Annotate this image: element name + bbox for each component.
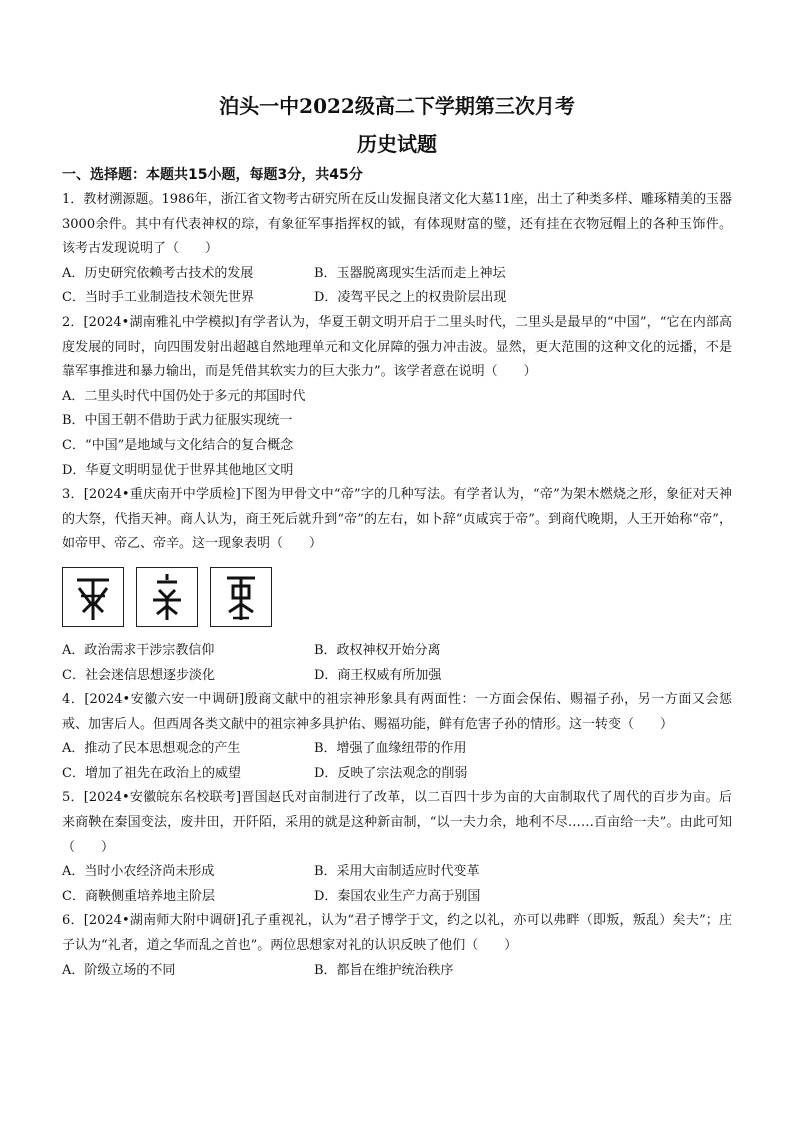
question-3-options-row-1 [62,639,732,664]
exam-title: 泊头一中2022级高二下学期第三次月考 [219,94,575,118]
option-a: A．推动了民本思想观念的产生 [62,741,241,757]
exam-page [62,92,732,983]
option-a: A．当时小农经济尚未形成 [62,864,215,880]
oracle-di-glyph-3 [210,567,272,627]
option-b: B．都旨在维护统治秩序 [314,962,454,978]
option-c: C．当时手工业制造技术领先世界 [62,290,254,306]
option-d: D．反映了宗法观念的削弱 [314,765,468,781]
question-6-options-row-1 [62,959,732,984]
question-1-stem: 1．教材溯源题。1986年，浙江省文物考古研究所在反山发掘良渚文化大墓11座，出土了种类多样、雕琢精美的玉器3000余件。其中有代表神权的琮，有象征军事指挥权的钺，有体现财富的璧，还有挂在衣物冠帽上的各种玉饰件。该考古发现说明了（ ） [62,192,732,257]
question-4-options-row-2 [62,762,732,787]
question-1-options-row-1 [62,262,732,287]
option-d: D．秦国农业生产力高于别国 [314,888,481,904]
question-2-stem: 2．[2024•湖南雅礼中学模拟]有学者认为，华夏王朝文明开启于二里头时代，二里头是最早的“中国”，“它在内部高度发展的同时，向四围发射出超越自然地理单元和文化屏障的强力冲击波。显然，更大范围的这种文化的远播，不是靠军事推进和暴力输出，而是凭借其软实力的巨大张力”。该学者意在说明（ ） [62,314,732,380]
question-5-options-row-1 [62,860,732,885]
option-b: B．中国王朝不借助于武力征服实现统一 [62,413,293,429]
option-c: C．社会迷信思想逐步淡化 [62,667,215,683]
section-heading: 一、选择题：本题共15小题，每题3分，共45分 [62,167,363,183]
option-d: D．商王权威有所加强 [314,667,442,683]
option-a: A．二里头时代中国仍处于多元的邦国时代 [62,388,306,404]
exam-subtitle: 历史试题 [357,132,437,156]
oracle-di-glyph-1 [62,567,124,627]
question-6-stem: 6．[2024•湖南师大附中调研]孔子重视礼，认为“君子博学于文，约之以礼，亦可以弗畔（即叛，叛乱）矣夫”；庄子认为“礼者，道之华而乱之首也”。两位思想家对礼的认识反映了他们（ ） [62,913,732,954]
option-d: D．华夏文明明显优于世界其他地区文明 [62,462,294,478]
option-b: B．采用大亩制适应时代变革 [314,864,480,880]
question-5-stem: 5．[2024•安徽皖东名校联考]晋国赵氏对亩制进行了改革，以二百四十步为亩的大亩制取代了周代的百步为亩。后来商鞅在秦国变法，废井田，开阡陌，采用的就是这种新亩制，“以一夫力余，地利不尽……百亩给一夫”。由此可知（ ） [62,790,732,855]
question-3-options-row-2 [62,664,732,689]
option-d: D．凌驾平民之上的权贵阶层出现 [314,290,507,306]
option-b: B．政权神权开始分离 [314,642,441,658]
option-a: A．政治需求干涉宗教信仰 [62,642,215,658]
question-5-options-row-2 [62,885,732,910]
option-b: B．玉器脱离现实生活而走上神坛 [314,265,506,281]
oracle-di-glyph-2 [136,567,198,627]
option-c: C．增加了祖先在政治上的威望 [62,765,241,781]
option-c: C．商鞅侧重培养地主阶层 [62,888,215,904]
oracle-bone-figure [62,567,732,629]
option-b: B．增强了血缘纽带的作用 [314,741,467,757]
option-a: A．阶级立场的不同 [62,962,176,978]
option-a: A．历史研究依赖考古技术的发展 [62,265,254,281]
question-4-options-row-1 [62,737,732,762]
question-3-stem: 3．[2024•重庆南开中学质检]下图为甲骨文中“帝”字的几种写法。有学者认为，“帝”为架木燃烧之形，象征对天神的大祭，代指天神。商人认为，商王死后就升到“帝”的左右，如卜辞“贞咸宾于帝”。到商代晚期，人王开始称“帝”，如帝甲、帝乙、帝辛。这一现象表明（ ） [62,487,732,552]
question-1-options-row-2 [62,286,732,311]
question-4-stem: 4．[2024•安徽六安一中调研]殷商文献中的祖宗神形象具有两面性：一方面会保佑、赐福子孙，另一方面又会惩戒、加害后人。但西周各类文献中的祖宗神多具护佑、赐福功能，鲜有危害子孙的情形。这一转变（ ） [62,692,732,732]
option-c: C．“中国”是地域与文化结合的复合概念 [62,437,294,453]
